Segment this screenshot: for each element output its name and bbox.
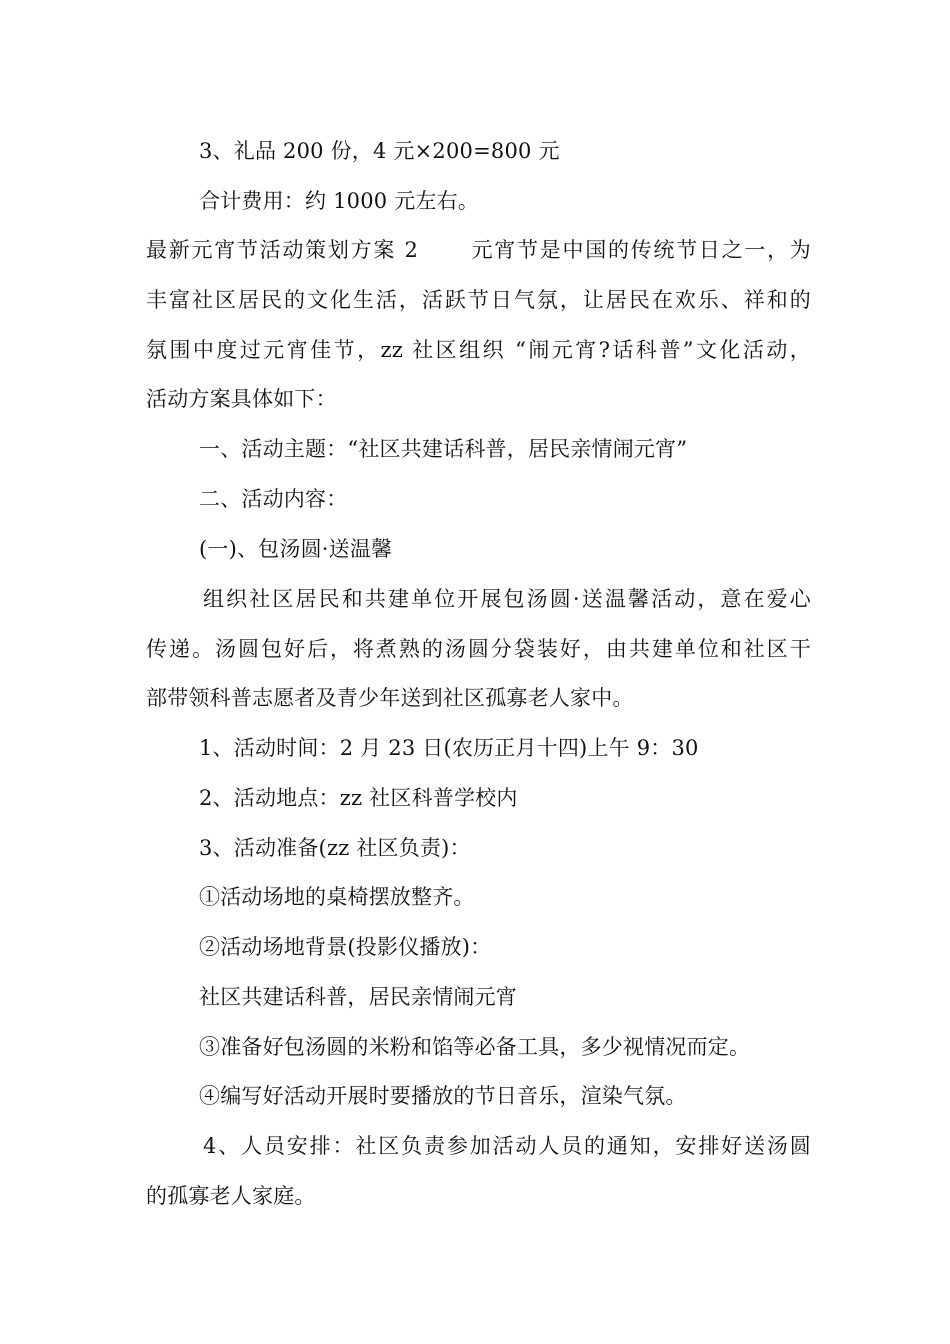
- section-title: 最新元宵节活动策划方案 2: [146, 238, 419, 262]
- section-title-line: [146, 236, 811, 264]
- intro-paragraph-line-4: 活动方案具体如下：: [146, 387, 337, 411]
- background-slogan: 社区共建话科普，居民亲情闹元宵: [199, 985, 517, 1009]
- staffing-paragraph-line-2: 的孤寡老人家庭。: [146, 1184, 316, 1208]
- preparation-item-3: ③准备好包汤圆的米粉和馅等必备工具，多少视情况而定。: [199, 1035, 751, 1059]
- subsection-heading: (一)、包汤圆·送温馨: [199, 537, 393, 561]
- intro-paragraph-line-3: 氛围中度过元宵佳节，zz 社区组织 “闹元宵?话科普”文化活动，: [146, 338, 811, 362]
- budget-total: 合计费用：约 1000 元左右。: [199, 189, 479, 213]
- activity-content-heading: 二、活动内容：: [199, 487, 348, 511]
- activity-preparation: 3、活动准备(zz 社区负责)：: [199, 836, 471, 860]
- preparation-item-4: ④编写好活动开展时要播放的节日音乐，渲染气氛。: [199, 1084, 687, 1108]
- preparation-item-1: ①活动场地的桌椅摆放整齐。: [199, 885, 475, 909]
- intro-paragraph-line-2: 丰富社区居民的文化生活，活跃节日气氛，让居民在欢乐、祥和的: [146, 288, 811, 312]
- subsection-paragraph-line-3: 部带领科普志愿者及青少年送到社区孤寡老人家中。: [146, 686, 634, 710]
- subsection-paragraph-line-2: 传递。汤圆包好后，将煮熟的汤圆分袋装好，由共建单位和社区干: [146, 637, 811, 661]
- budget-item-gifts: 3、礼品 200 份，4 元×200=800 元: [199, 139, 560, 163]
- activity-time: 1、活动时间：2 月 23 日(农历正月十四)上午 9：30: [199, 736, 699, 760]
- activity-location: 2、活动地点：zz 社区科普学校内: [199, 786, 518, 810]
- intro-text-start: 元宵节是中国的传统节日之一，为: [470, 238, 812, 262]
- activity-theme: 一、活动主题：“社区共建话科普，居民亲情闹元宵”: [199, 437, 688, 461]
- preparation-item-2: ②活动场地背景(投影仪播放)：: [199, 935, 492, 959]
- staffing-paragraph-line-1: 4、人员安排：社区负责参加活动人员的通知，安排好送汤圆: [203, 1134, 811, 1158]
- subsection-paragraph-line-1: 组织社区居民和共建单位开展包汤圆·送温馨活动，意在爱心: [203, 587, 811, 611]
